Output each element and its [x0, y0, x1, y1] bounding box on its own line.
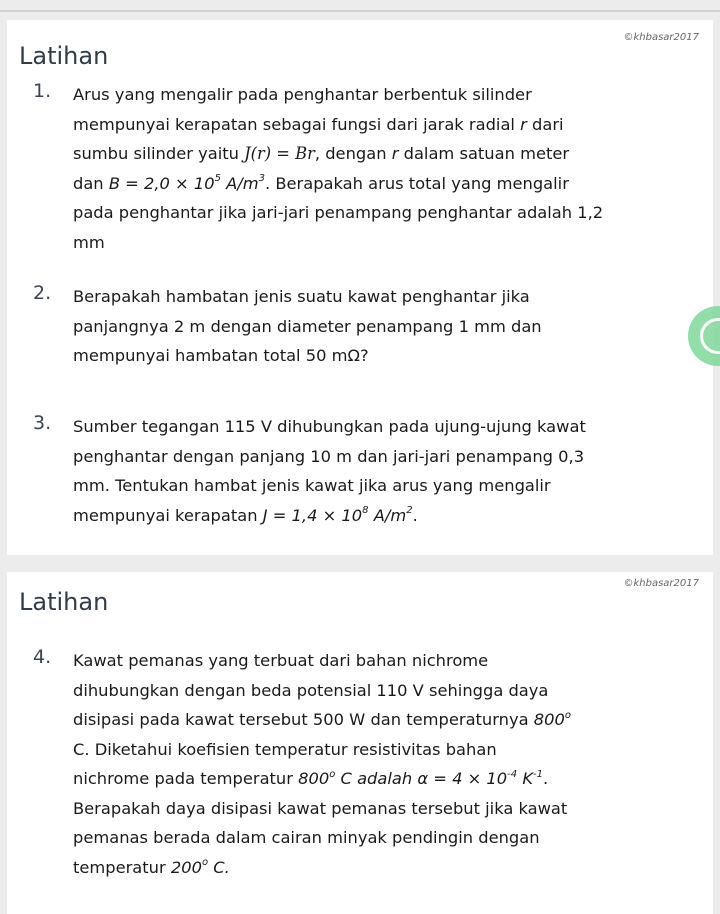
text-line: Sumber tegangan 115 V dihubungkan pada ujung-ujung kawat: [73, 417, 586, 436]
slide-1: [7, 20, 713, 555]
text-line: disipasi pada kawat tersebut 500 W dan temperaturnya 800$^o$: [73, 709, 571, 729]
top-divider: [0, 10, 720, 12]
text-line: mm. Tentukan hambat jenis kawat jika arus yang mengalir: [73, 476, 551, 495]
copyright-text: ©khbasar2017: [623, 578, 699, 589]
exercise-text: [73, 80, 603, 257]
text-line: C. Diketahui koefisien temperatur resistivitas bahan: [73, 739, 497, 759]
slide-title: Latihan: [19, 588, 109, 616]
text-line: dan $B = 2,0 \times 10^5$ $A/m^3$. Berapakah arus total yang mengalir: [73, 173, 569, 193]
copyright-text: ©khbasar2017: [623, 32, 699, 43]
text-line: mempunyai hambatan total 50 mΩ?: [73, 346, 369, 365]
exercise-number: 4.: [33, 646, 52, 668]
text-line: pemanas berada dalam cairan minyak pendingin dengan: [73, 828, 540, 847]
text-line: Berapakah hambatan jenis suatu kawat penghantar jika: [73, 287, 530, 306]
exercise-number: 2.: [33, 282, 52, 304]
exercise-text: [73, 282, 542, 371]
slide-title: Latihan: [19, 42, 109, 70]
text-line: Arus yang mengalir pada penghantar berbentuk silinder: [73, 85, 532, 104]
text-line: mempunyai kerapatan $J = 1,4 \times 10^8$ $A/m^2$.: [73, 505, 418, 525]
text-line: mempunyai kerapatan sebagai fungsi dari jarak radial r dari: [73, 114, 564, 134]
text-line: dihubungkan dengan beda potensial 110 V sehingga daya: [73, 680, 549, 700]
exercise-number: 1.: [33, 80, 52, 102]
text-line: Berapakah daya disipasi kawat pemanas tersebut jika kawat: [73, 798, 568, 818]
exercise-text: [73, 646, 571, 882]
text-line: penghantar dengan panjang 10 m dan jari-jari penampang 0,3: [73, 446, 585, 466]
exercise-text: [73, 412, 586, 530]
text-line: nichrome pada temperatur 800$^o$ C adalah $\alpha = 4 \times 10^{-4}$ $K^{-1}$.: [73, 768, 549, 788]
exercise-number: 3.: [33, 412, 52, 434]
slide-2: [7, 572, 713, 914]
text-line: Kawat pemanas yang terbuat dari bahan nichrome: [73, 651, 489, 670]
text-line: mm: [73, 232, 105, 252]
text-line: panjangnya 2 m dengan diameter penampang 1 mm dan: [73, 316, 542, 336]
text-line: sumbu silinder yaitu J(r) = Br, dengan r dalam satuan meter: [73, 144, 570, 163]
text-line: pada penghantar jika jari-jari penampang penghantar adalah 1,2: [73, 203, 604, 222]
text-line: temperatur 200$^o$ C.: [73, 857, 230, 877]
